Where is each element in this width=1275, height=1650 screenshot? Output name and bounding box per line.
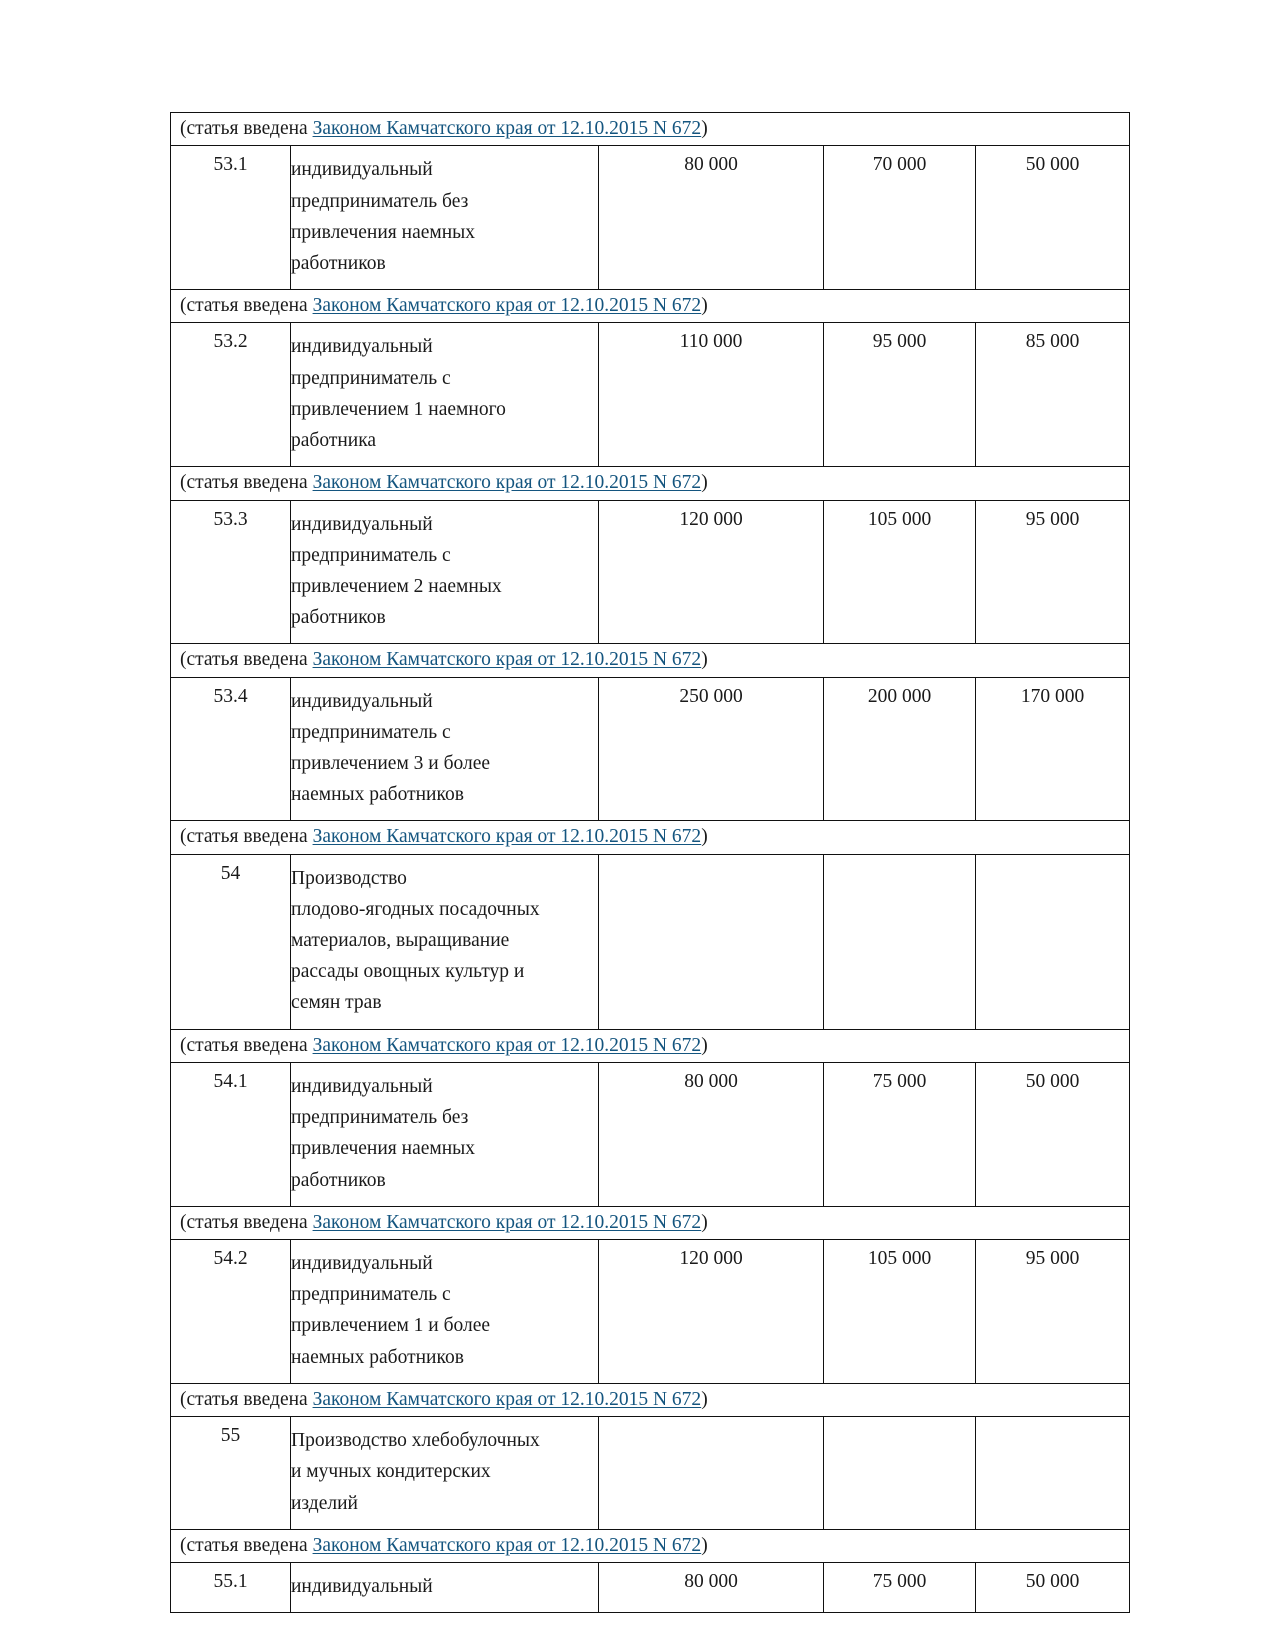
- row-number-cell: [171, 500, 291, 644]
- amendment-law-link[interactable]: Законом Камчатского края от 12.10.2015 N 672: [312, 1534, 702, 1556]
- description-line: рассады овощных культур и: [291, 961, 525, 983]
- amendment-note-cell: [171, 1383, 1130, 1416]
- row-number-cell: [171, 323, 291, 467]
- activity-description-cell: [291, 1563, 599, 1613]
- income-value: 95 000: [1025, 508, 1080, 530]
- description-line: и мучных кондитерских: [291, 1461, 491, 1483]
- amendment-note-cell: [171, 821, 1130, 854]
- description-line: привлечением 1 наемного: [291, 398, 506, 420]
- description-line: привлечением 1 и более: [291, 1315, 491, 1337]
- income-value: 80 000: [684, 1571, 738, 1593]
- value-column-3-cell: [976, 146, 1130, 290]
- amendment-note-suffix: ): [701, 1034, 708, 1056]
- description-line: предприниматель с: [291, 1284, 451, 1306]
- amendment-note-prefix: (статья введена: [180, 472, 313, 494]
- description-line: предприниматель с: [291, 544, 451, 566]
- value-column-3-cell: [976, 1563, 1130, 1613]
- activity-description-lines: [291, 1425, 598, 1519]
- value-column-3-cell: [976, 1417, 1130, 1530]
- amendment-note-cell: [171, 1029, 1130, 1062]
- amendment-note-prefix: (статья введена: [180, 118, 313, 139]
- value-column-2-cell: [824, 854, 976, 1029]
- row-number: 53.1: [213, 154, 248, 176]
- value-column-1-cell: [599, 1417, 824, 1530]
- income-value: 70 000: [872, 154, 927, 176]
- row-number: 53.2: [213, 331, 248, 353]
- activity-description-lines: [291, 1071, 598, 1196]
- description-line: работников: [291, 607, 386, 629]
- amendment-note-prefix: (статья введена: [180, 1211, 313, 1233]
- amendment-note-suffix: ): [701, 649, 708, 671]
- activity-description-lines: [291, 1571, 598, 1602]
- amendment-note-suffix: ): [701, 472, 708, 494]
- table-row: [171, 500, 1130, 644]
- regulation-table: [170, 112, 1130, 1613]
- income-value: 75 000: [872, 1071, 927, 1092]
- description-line: наемных работников: [291, 1346, 464, 1368]
- description-line: индивидуальный: [291, 159, 433, 181]
- row-number-cell: [171, 1063, 291, 1207]
- income-value: 50 000: [1025, 1571, 1080, 1593]
- description-line: привлечением 2 наемных: [291, 575, 502, 597]
- amendment-note-row: [171, 1206, 1130, 1239]
- income-value: 95 000: [1025, 1248, 1080, 1270]
- table-row: [171, 1063, 1130, 1207]
- description-line: Производство: [291, 867, 407, 889]
- description-line: работников: [291, 252, 386, 274]
- value-column-1-cell: [599, 1063, 824, 1207]
- value-column-1-cell: [599, 323, 824, 467]
- activity-description-cell: [291, 677, 599, 821]
- description-line: предприниматель с: [291, 367, 451, 389]
- value-column-3-cell: [976, 1063, 1130, 1207]
- description-line: работников: [291, 1169, 386, 1191]
- value-column-1-cell: [599, 1563, 824, 1613]
- value-column-1-cell: [599, 146, 824, 290]
- amendment-law-link[interactable]: Законом Камчатского края от 12.10.2015 N 672: [312, 1034, 702, 1056]
- amendment-note-row: [171, 1529, 1130, 1562]
- row-number-cell: [171, 854, 291, 1029]
- amendment-note-suffix: ): [701, 1534, 708, 1556]
- value-column-3-cell: [976, 854, 1130, 1029]
- amendment-note-suffix: ): [701, 1211, 708, 1233]
- activity-description-lines: [291, 509, 598, 634]
- activity-description-cell: [291, 1240, 599, 1384]
- amendment-law-link[interactable]: Законом Камчатского края от 12.10.2015 N 672: [312, 1211, 702, 1233]
- amendment-note-cell: [171, 1529, 1130, 1562]
- amendment-note-suffix: ): [701, 118, 708, 139]
- income-value: 200 000: [867, 685, 932, 707]
- row-number-cell: [171, 1563, 291, 1613]
- value-column-2-cell: [824, 1417, 976, 1530]
- amendment-law-link[interactable]: Законом Камчатского края от 12.10.2015 N 672: [312, 826, 702, 848]
- value-column-2-cell: [824, 146, 976, 290]
- activity-description-lines: [291, 154, 598, 279]
- amendment-note-prefix: (статья введена: [180, 1388, 313, 1410]
- amendment-note-suffix: ): [701, 1388, 708, 1410]
- amendment-note-prefix: (статья введена: [180, 1534, 313, 1556]
- row-number-cell: [171, 146, 291, 290]
- amendment-note-row: [171, 467, 1130, 500]
- activity-description-lines: [291, 1248, 598, 1373]
- description-line: работника: [291, 430, 377, 451]
- row-number: 54.2: [213, 1248, 248, 1270]
- table-row: [171, 1417, 1130, 1530]
- description-line: индивидуальный: [291, 336, 433, 358]
- income-value: 80 000: [684, 1071, 738, 1092]
- row-number: 53.4: [213, 685, 248, 707]
- value-column-3-cell: [976, 677, 1130, 821]
- income-value: 75 000: [872, 1571, 927, 1593]
- row-number: 55: [220, 1425, 241, 1447]
- description-line: индивидуальный: [291, 1253, 433, 1275]
- table-row: [171, 854, 1130, 1029]
- activity-description-cell: [291, 854, 599, 1029]
- value-column-3-cell: [976, 500, 1130, 644]
- amendment-note-prefix: (статья введена: [180, 295, 313, 317]
- amendment-note-row: [171, 290, 1130, 323]
- value-column-2-cell: [824, 323, 976, 467]
- description-line: индивидуальный: [291, 690, 433, 712]
- amendment-law-link[interactable]: Законом Камчатского края от 12.10.2015 N 672: [312, 1388, 702, 1410]
- description-line: предприниматель без: [291, 1107, 469, 1129]
- row-number: 55.1: [213, 1571, 248, 1593]
- value-column-3-cell: [976, 323, 1130, 467]
- value-column-1-cell: [599, 677, 824, 821]
- activity-description-cell: [291, 146, 599, 290]
- activity-description-cell: [291, 500, 599, 644]
- table-body: [171, 113, 1130, 1613]
- value-column-3-cell: [976, 1240, 1130, 1384]
- description-line: предприниматель без: [291, 190, 469, 212]
- activity-description-cell: [291, 1417, 599, 1530]
- income-value: 95 000: [872, 331, 927, 353]
- amendment-note-prefix: (статья введена: [180, 826, 313, 848]
- income-value: 50 000: [1025, 154, 1080, 176]
- income-value: 250 000: [679, 685, 743, 707]
- row-number: 53.3: [213, 508, 248, 530]
- description-line: индивидуальный: [291, 1076, 433, 1097]
- amendment-note-row: [171, 1029, 1130, 1062]
- activity-description-lines: [291, 863, 598, 1019]
- row-number-cell: [171, 1240, 291, 1384]
- value-column-1-cell: [599, 1240, 824, 1384]
- amendment-note-cell: [171, 467, 1130, 500]
- value-column-2-cell: [824, 1240, 976, 1384]
- row-number-cell: [171, 677, 291, 821]
- income-value: 110 000: [679, 331, 743, 353]
- description-line: привлечения наемных: [291, 1138, 476, 1160]
- activity-description-lines: [291, 686, 598, 811]
- description-line: плодово-ягодных посадочных: [291, 898, 540, 920]
- amendment-note-suffix: ): [701, 826, 708, 848]
- description-line: привлечения наемных: [291, 221, 476, 243]
- row-number: 54: [220, 862, 241, 884]
- value-column-2-cell: [824, 677, 976, 821]
- amendment-note-row: [171, 1383, 1130, 1416]
- amendment-note-cell: [171, 1206, 1130, 1239]
- activity-description-cell: [291, 323, 599, 467]
- income-value: 105 000: [867, 1248, 932, 1270]
- amendment-law-link[interactable]: Законом Камчатского края от 12.10.2015 N 672: [312, 472, 702, 494]
- value-column-2-cell: [824, 1063, 976, 1207]
- table-row: [171, 1240, 1130, 1384]
- description-line: наемных работников: [291, 784, 464, 806]
- description-line: Производство хлебобулочных: [291, 1430, 540, 1452]
- description-line: изделий: [291, 1492, 358, 1514]
- description-line: индивидуальный: [291, 1576, 433, 1598]
- amendment-note-cell: [171, 290, 1130, 323]
- value-column-1-cell: [599, 854, 824, 1029]
- income-value: 120 000: [679, 508, 743, 530]
- table-row: [171, 146, 1130, 290]
- amendment-law-link[interactable]: Законом Камчатского края от 12.10.2015 N 672: [312, 118, 702, 139]
- description-line: привлечением 3 и более: [291, 753, 491, 774]
- income-value: 120 000: [679, 1248, 743, 1270]
- amendment-law-link[interactable]: Законом Камчатского края от 12.10.2015 N 672: [312, 649, 702, 671]
- value-column-2-cell: [824, 500, 976, 644]
- row-number: 54.1: [213, 1071, 248, 1092]
- value-column-1-cell: [599, 500, 824, 644]
- activity-description-cell: [291, 1063, 599, 1207]
- income-value: 85 000: [1025, 331, 1080, 353]
- income-value: 80 000: [684, 154, 738, 176]
- value-column-2-cell: [824, 1563, 976, 1613]
- income-value: 170 000: [1020, 685, 1085, 707]
- income-value: 105 000: [867, 508, 932, 530]
- description-line: предприниматель с: [291, 721, 451, 743]
- income-value: 50 000: [1025, 1071, 1080, 1092]
- description-line: материалов, выращивание: [291, 930, 510, 952]
- description-line: индивидуальный: [291, 513, 433, 535]
- amendment-note-suffix: ): [701, 295, 708, 317]
- activity-description-lines: [291, 331, 598, 456]
- table-row: [171, 677, 1130, 821]
- amendment-note-cell: [171, 113, 1130, 146]
- table-row: [171, 1563, 1130, 1613]
- row-number-cell: [171, 1417, 291, 1530]
- description-line: семян трав: [291, 992, 382, 1014]
- amendment-note-row: [171, 821, 1130, 854]
- amendment-note-prefix: (статья введена: [180, 1034, 313, 1056]
- amendment-law-link[interactable]: Законом Камчатского края от 12.10.2015 N 672: [312, 295, 702, 317]
- table-row: [171, 323, 1130, 467]
- amendment-note-prefix: (статья введена: [180, 649, 313, 671]
- amendment-note-row: [171, 113, 1130, 146]
- amendment-note-cell: [171, 644, 1130, 677]
- amendment-note-row: [171, 644, 1130, 677]
